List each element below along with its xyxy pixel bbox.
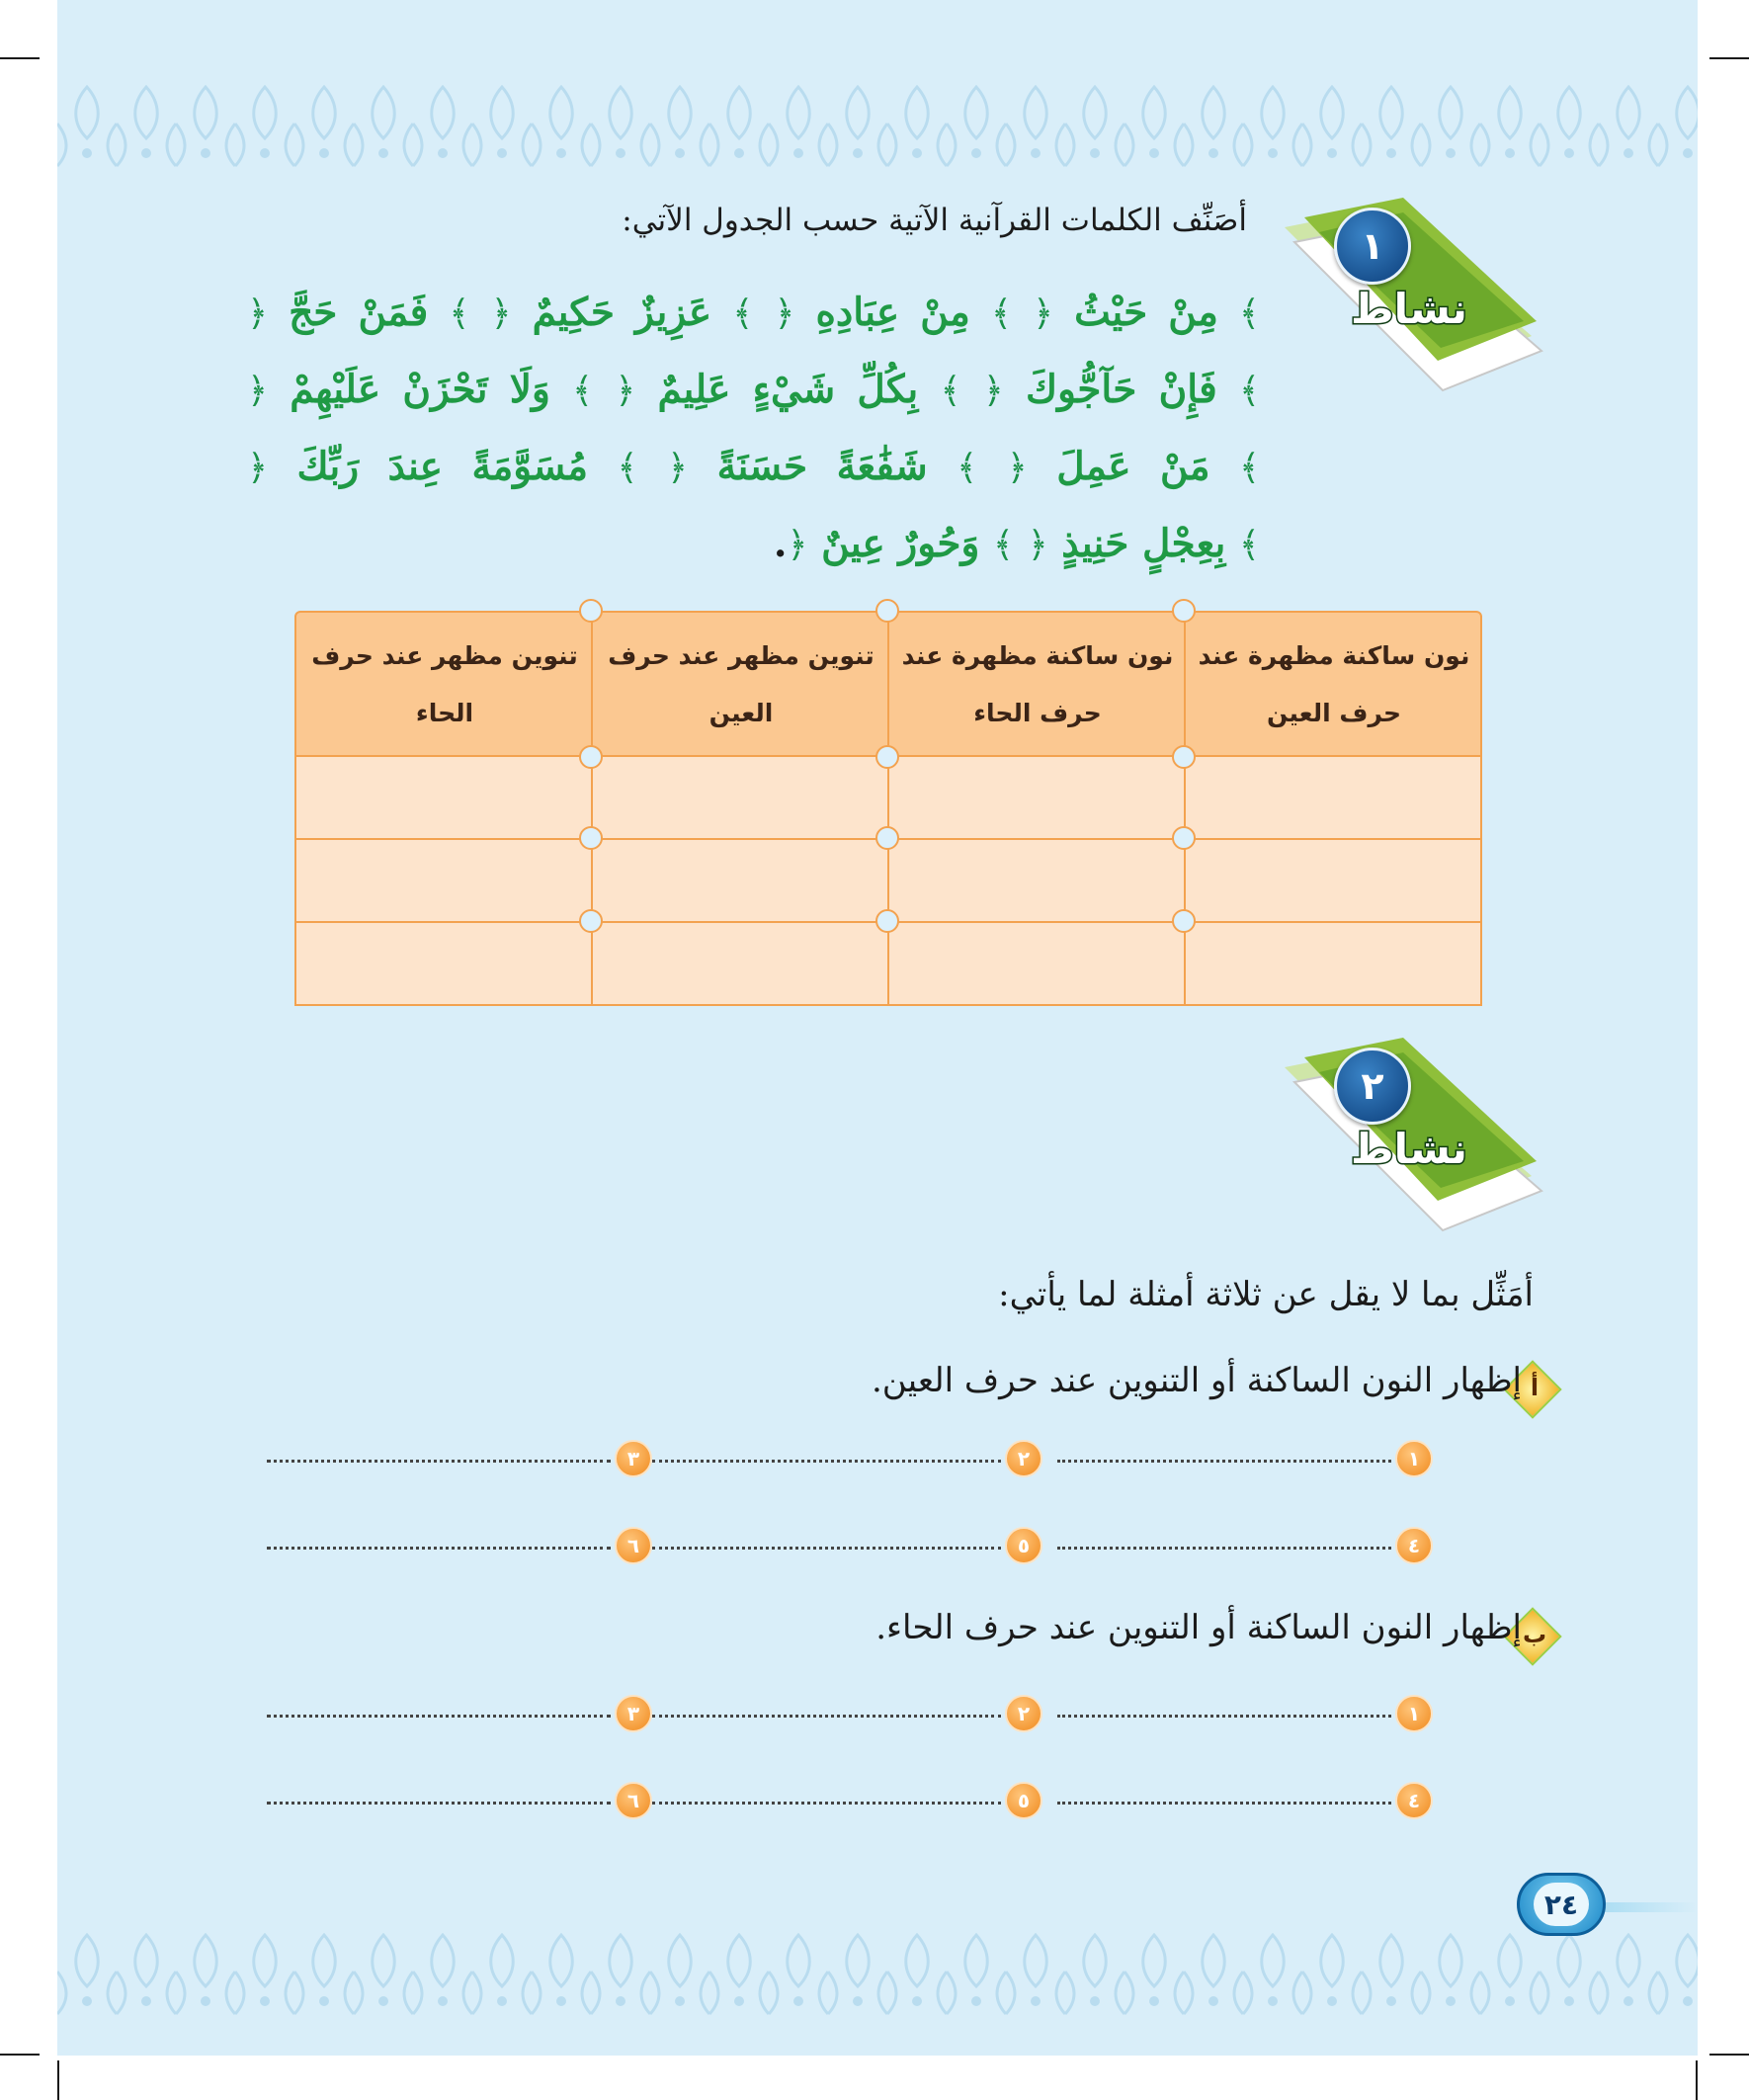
activity-2-instruction: أمَثِّل بما لا يقل عن ثلاثة أمثلة لما يأتي:	[998, 1275, 1534, 1314]
quran-word: ﴾ وَحُورٌ عِينٌ ﴿.	[773, 521, 1014, 566]
table-joint	[875, 826, 899, 850]
answer-line[interactable]	[267, 1527, 652, 1556]
quran-word: ﴾ مِنْ عِبَادِهِ ﴿	[774, 290, 1012, 335]
table-divider	[887, 611, 889, 1006]
answer-line[interactable]	[267, 1440, 652, 1470]
dotted-line	[652, 1715, 1001, 1718]
quran-word: ﴾ بِكُلِّ شَيْءٍ عَلِيمٌ ﴿	[615, 367, 961, 412]
answer-number: ٢	[1005, 1695, 1042, 1732]
item-b-text: إظهار النون الساكنة أو التنوين عند حرف الحاء.	[875, 1608, 1522, 1647]
table-joint	[579, 745, 603, 769]
dotted-line	[1057, 1460, 1391, 1463]
answer-line[interactable]	[652, 1695, 1042, 1724]
table-joint	[579, 599, 603, 623]
table-joint	[579, 826, 603, 850]
table-header-cell: تنوين مظهر عند حرف الحاء	[311, 641, 578, 727]
dotted-line	[267, 1802, 611, 1805]
crop-mark	[1709, 2054, 1749, 2056]
table-joint	[1172, 599, 1196, 623]
answer-number: ١	[1395, 1440, 1433, 1477]
quran-word: ﴾ عَزِيزٌ حَكِيمٌ ﴿	[490, 290, 754, 335]
answer-line[interactable]	[1057, 1695, 1433, 1724]
quran-word: ﴾ فَإِنْ حَآجُّوكَ ﴿	[982, 367, 1261, 412]
classification-table	[294, 611, 1482, 1006]
answer-number: ٣	[615, 1440, 652, 1477]
page-number-badge	[1517, 1873, 1606, 1936]
answer-line[interactable]	[267, 1695, 652, 1724]
quran-word: ﴾ مَنْ عَمِلَ ﴿	[1006, 444, 1261, 489]
activity-number: ٢	[1334, 1048, 1411, 1125]
table-joint	[875, 909, 899, 933]
crop-mark	[1709, 57, 1749, 59]
table-divider	[591, 611, 593, 1006]
answer-number: ٥	[1005, 1782, 1042, 1819]
activity-1-instruction: أصَنِّف الكلمات القرآنية الآتية حسب الجدول الآتي:	[622, 203, 1247, 238]
activity-label: نشاط	[1351, 1125, 1467, 1173]
answer-number: ٦	[615, 1527, 652, 1564]
table-divider	[1184, 611, 1186, 1006]
activity-badge-1	[1265, 188, 1561, 405]
answer-line[interactable]	[652, 1782, 1042, 1811]
dotted-line	[652, 1802, 1001, 1805]
table-joint	[1172, 826, 1196, 850]
dotted-line	[1057, 1547, 1391, 1550]
dotted-line	[267, 1547, 611, 1550]
quran-word: ﴾ مُسَوَّمَةً عِندَ رَبِّكَ ﴿	[247, 444, 638, 489]
answer-line[interactable]	[652, 1527, 1042, 1556]
answer-number: ٢	[1005, 1440, 1042, 1477]
answer-line[interactable]	[652, 1440, 1042, 1470]
dotted-line	[1057, 1802, 1391, 1805]
activity-badge-2	[1265, 1028, 1561, 1245]
quran-word: ﴾ فَمَنْ حَجَّ ﴿	[247, 290, 470, 335]
answer-line[interactable]	[267, 1782, 652, 1811]
table-joint	[875, 745, 899, 769]
page-number: ٢٤	[1534, 1883, 1589, 1926]
item-marker-label: أ	[1530, 1374, 1540, 1401]
crop-mark	[0, 57, 40, 59]
answer-number: ٤	[1395, 1527, 1433, 1564]
item-marker-label: ب	[1522, 1621, 1547, 1648]
answer-number: ٥	[1005, 1527, 1042, 1564]
crop-mark	[57, 2060, 59, 2100]
quran-words	[247, 275, 1260, 583]
table-joint	[1172, 909, 1196, 933]
answer-number: ٦	[615, 1782, 652, 1819]
table-joint	[875, 599, 899, 623]
table-joint	[579, 909, 603, 933]
answer-number: ٣	[615, 1695, 652, 1732]
dotted-line	[652, 1547, 1001, 1550]
item-a-text: إظهار النون الساكنة أو التنوين عند حرف العين.	[871, 1361, 1522, 1400]
quran-word: ﴾ مِنْ حَيْثُ ﴿	[1032, 290, 1260, 335]
ornament-band-top	[57, 79, 1698, 168]
table-header-cell: تنوين مظهر عند حرف العين	[608, 641, 874, 727]
answer-line[interactable]	[1057, 1527, 1433, 1556]
quran-word: ﴾ وَلَا تَحْزَنْ عَلَيْهِمْ ﴿	[247, 367, 594, 412]
dotted-line	[1057, 1715, 1391, 1718]
answer-number: ٤	[1395, 1782, 1433, 1819]
crop-mark	[1696, 2060, 1698, 2100]
answer-number: ١	[1395, 1695, 1433, 1732]
activity-number: ١	[1334, 208, 1411, 285]
dotted-line	[652, 1460, 1001, 1463]
table-header-cell: نون ساكنة مظهرة عند حرف الحاء	[901, 641, 1174, 727]
quran-word: ﴾ بِعِجْلٍ حَنِيذٍ ﴿	[1027, 521, 1260, 566]
answer-line[interactable]	[1057, 1782, 1433, 1811]
activity-label: نشاط	[1351, 285, 1467, 333]
answer-line[interactable]	[1057, 1440, 1433, 1470]
table-joint	[1172, 745, 1196, 769]
quran-word: ﴾ شَفَٰعَةً حَسَنَةً ﴿	[667, 444, 978, 489]
table-header-cell: نون ساكنة مظهرة عند حرف العين	[1198, 641, 1470, 727]
crop-mark	[0, 2054, 40, 2056]
dotted-line	[267, 1460, 611, 1463]
dotted-line	[267, 1715, 611, 1718]
ornament-band-bottom	[57, 1927, 1698, 2016]
